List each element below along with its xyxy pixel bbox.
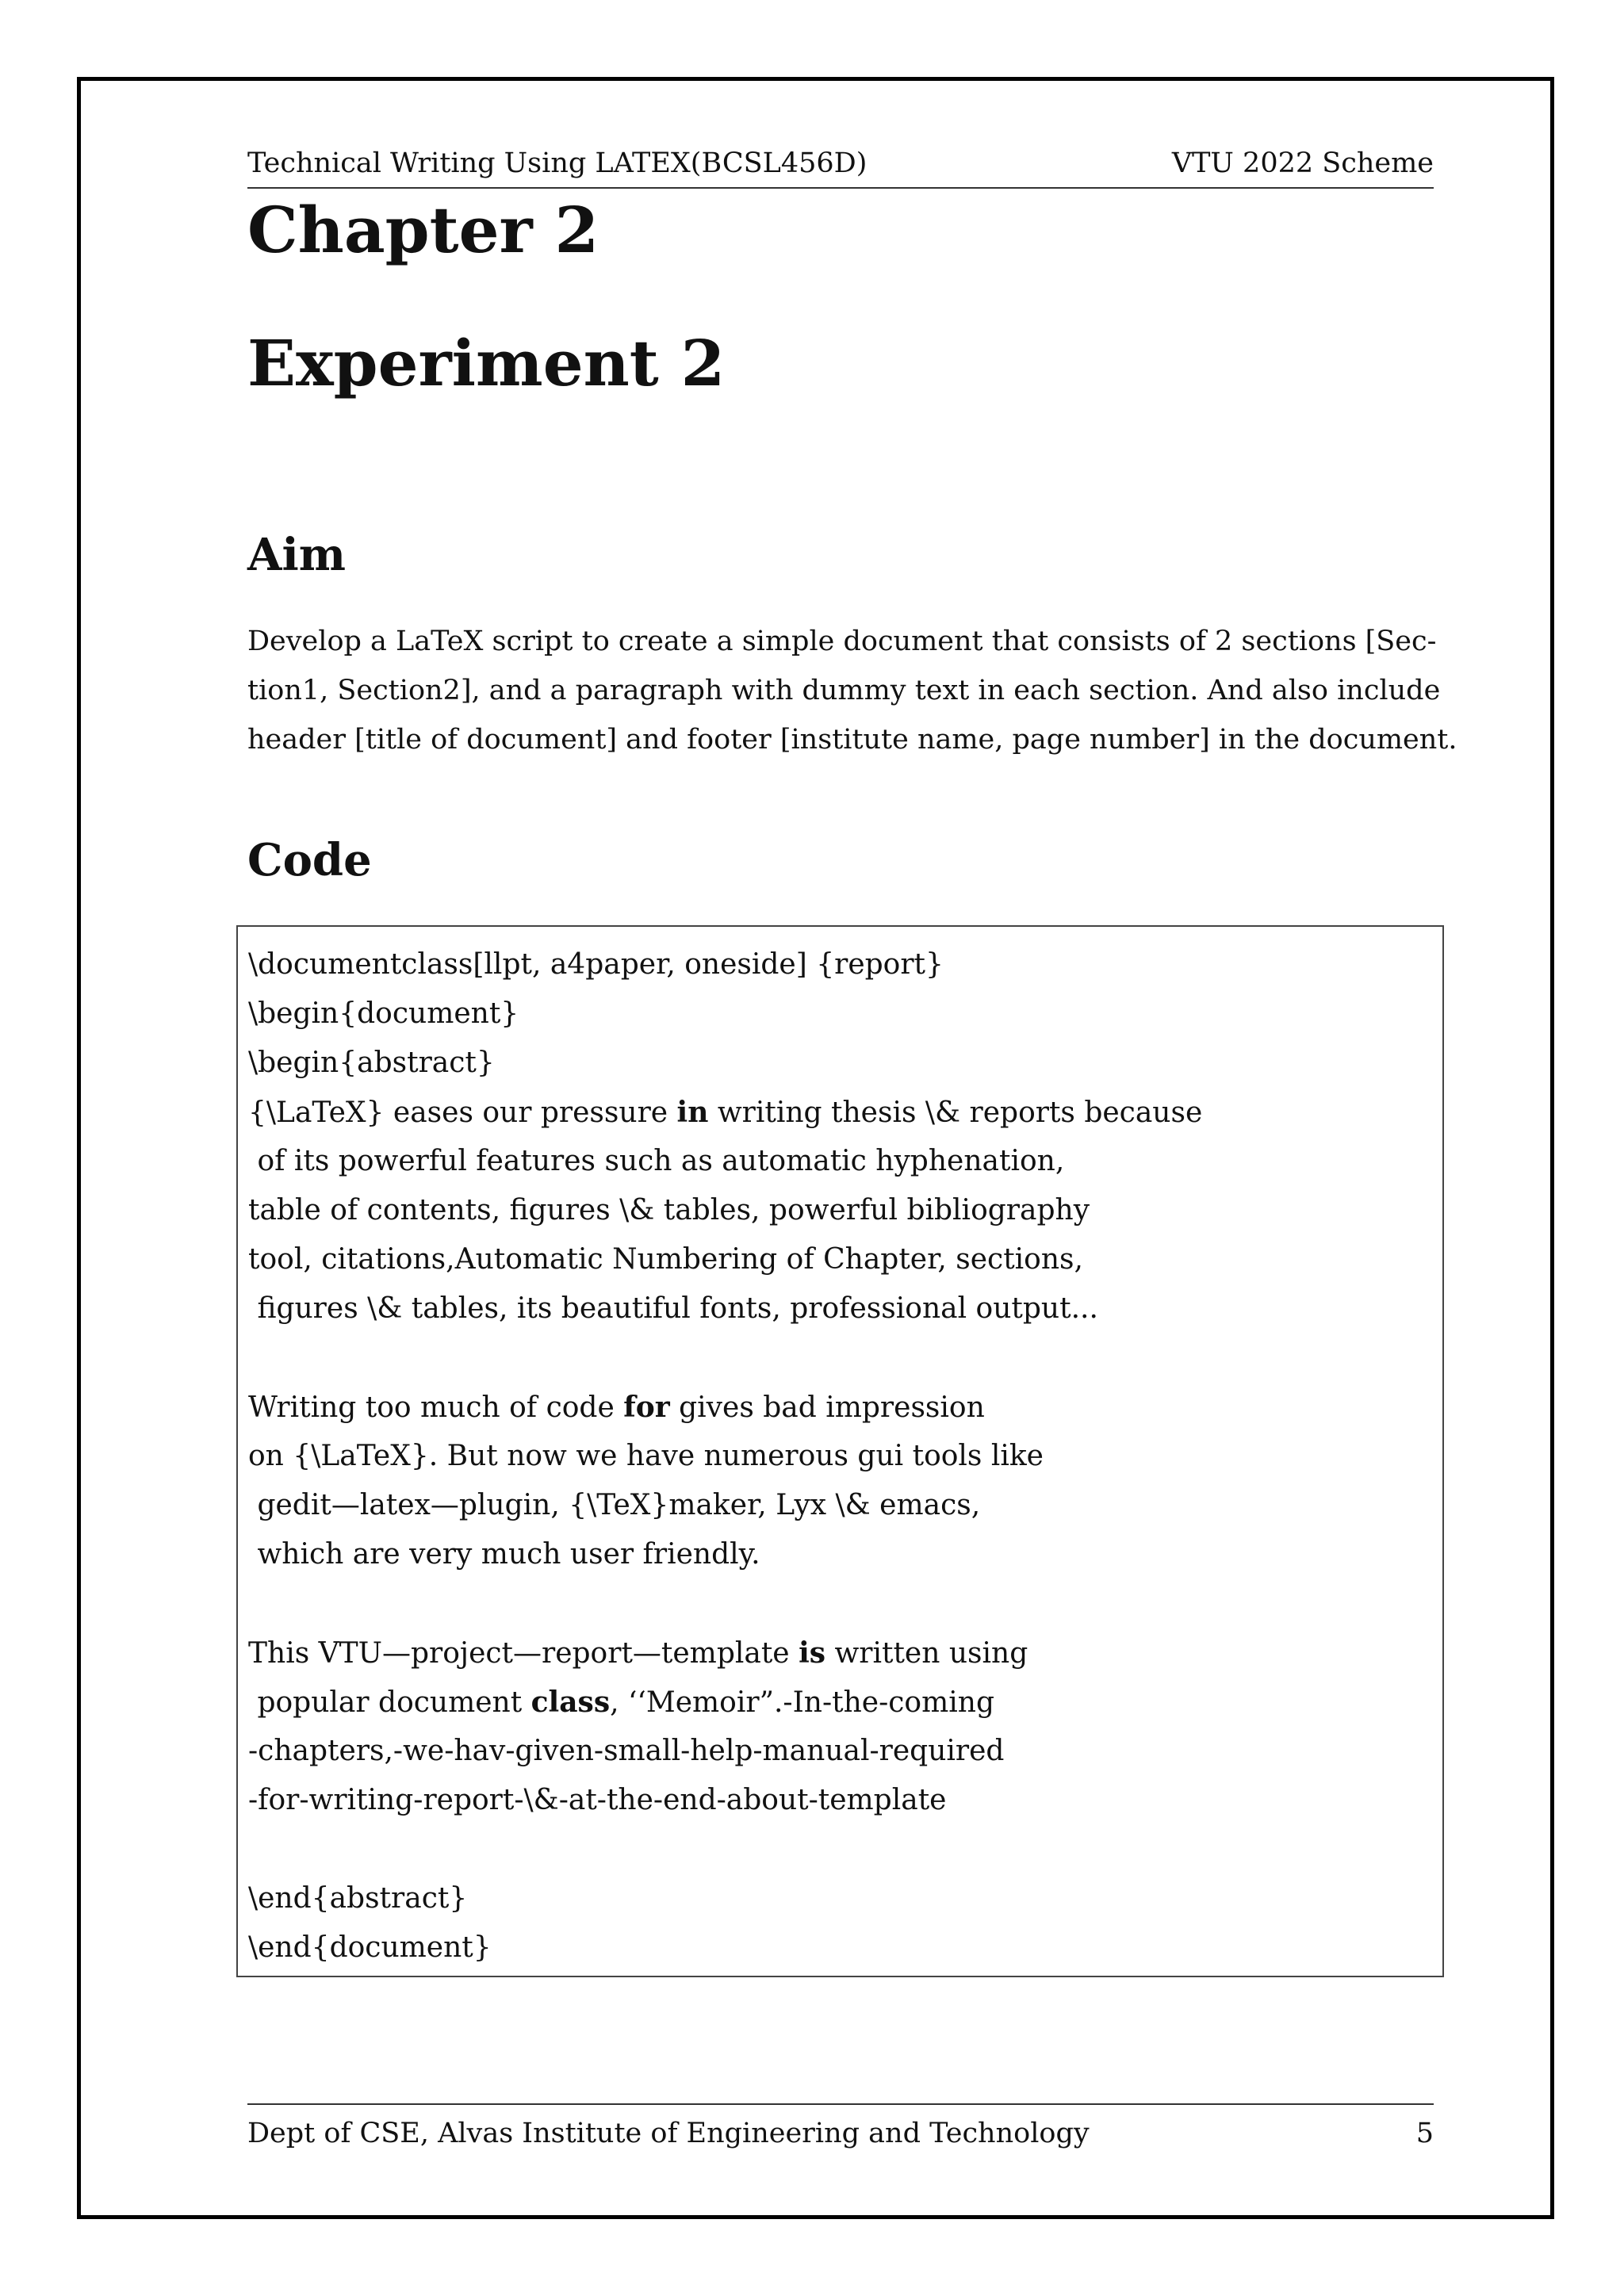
code-line: Writing too much of code for gives bad impression: [248, 1391, 985, 1424]
code-line: -for-writing-report-\&-at-the-end-about-template: [248, 1784, 947, 1816]
code-line: This VTU—project—report—template is written using: [248, 1636, 1028, 1670]
code-line: of its powerful features such as automatic hyphenation,: [248, 1145, 1065, 1177]
code-heading: Code: [247, 834, 372, 886]
aim-line: header [title of document] and footer [institute name, page number] in the document.: [247, 724, 1457, 756]
experiment-title: Experiment 2: [247, 326, 726, 400]
chapter-title: Chapter 2: [247, 193, 599, 267]
code-line: [248, 1579, 1442, 1628]
code-line: -chapters,-we-hav-given-small-help-manual-required: [248, 1735, 1005, 1767]
code-line: \begin{abstract}: [248, 1047, 495, 1079]
aim-heading: Aim: [247, 529, 346, 581]
code-line: [248, 1334, 1442, 1383]
footer-institute: Dept of CSE, Alvas Institute of Engineering and Technology: [247, 2118, 1090, 2149]
code-line: \documentclass[llpt, a4paper, oneside] {report}: [248, 948, 944, 981]
code-line: \end{document}: [248, 1931, 492, 1964]
code-line: \end{abstract}: [248, 1882, 468, 1915]
running-footer: [247, 2103, 1434, 2149]
code-line: gedit—latex—plugin, {\TeX}maker, Lyx \& emacs,: [248, 1489, 981, 1521]
code-line: table of contents, figures \& tables, powerful bibliography: [248, 1194, 1090, 1226]
aim-paragraph: [247, 617, 1457, 764]
code-line: {\LaTeX} eases our pressure in writing thesis \& reports because: [248, 1096, 1203, 1129]
code-line: \begin{document}: [248, 997, 519, 1030]
aim-line: Develop a LaTeX script to create a simple document that consists of 2 sections [Sec-: [247, 626, 1437, 657]
running-header: [247, 147, 1434, 189]
code-line: popular document class, ‘‘Memoir”.-In-the-coming: [248, 1686, 994, 1719]
header-scheme: VTU 2022 Scheme: [1171, 147, 1434, 179]
code-line: tool, citations,Automatic Numbering of Chapter, sections,: [248, 1243, 1083, 1276]
code-line: on {\LaTeX}. But now we have numerous gui tools like: [248, 1440, 1044, 1472]
code-line: figures \& tables, its beautiful fonts, professional output...: [248, 1292, 1098, 1325]
code-line: [248, 1825, 1442, 1874]
aim-line: tion1, Section2], and a paragraph with dummy text in each section. And also include: [247, 675, 1441, 706]
code-listing: [236, 925, 1444, 1977]
page-number: 5: [1415, 2118, 1434, 2149]
code-line: which are very much user friendly.: [248, 1538, 760, 1571]
header-title: Technical Writing Using LATEX(BCSL456D): [247, 147, 868, 179]
